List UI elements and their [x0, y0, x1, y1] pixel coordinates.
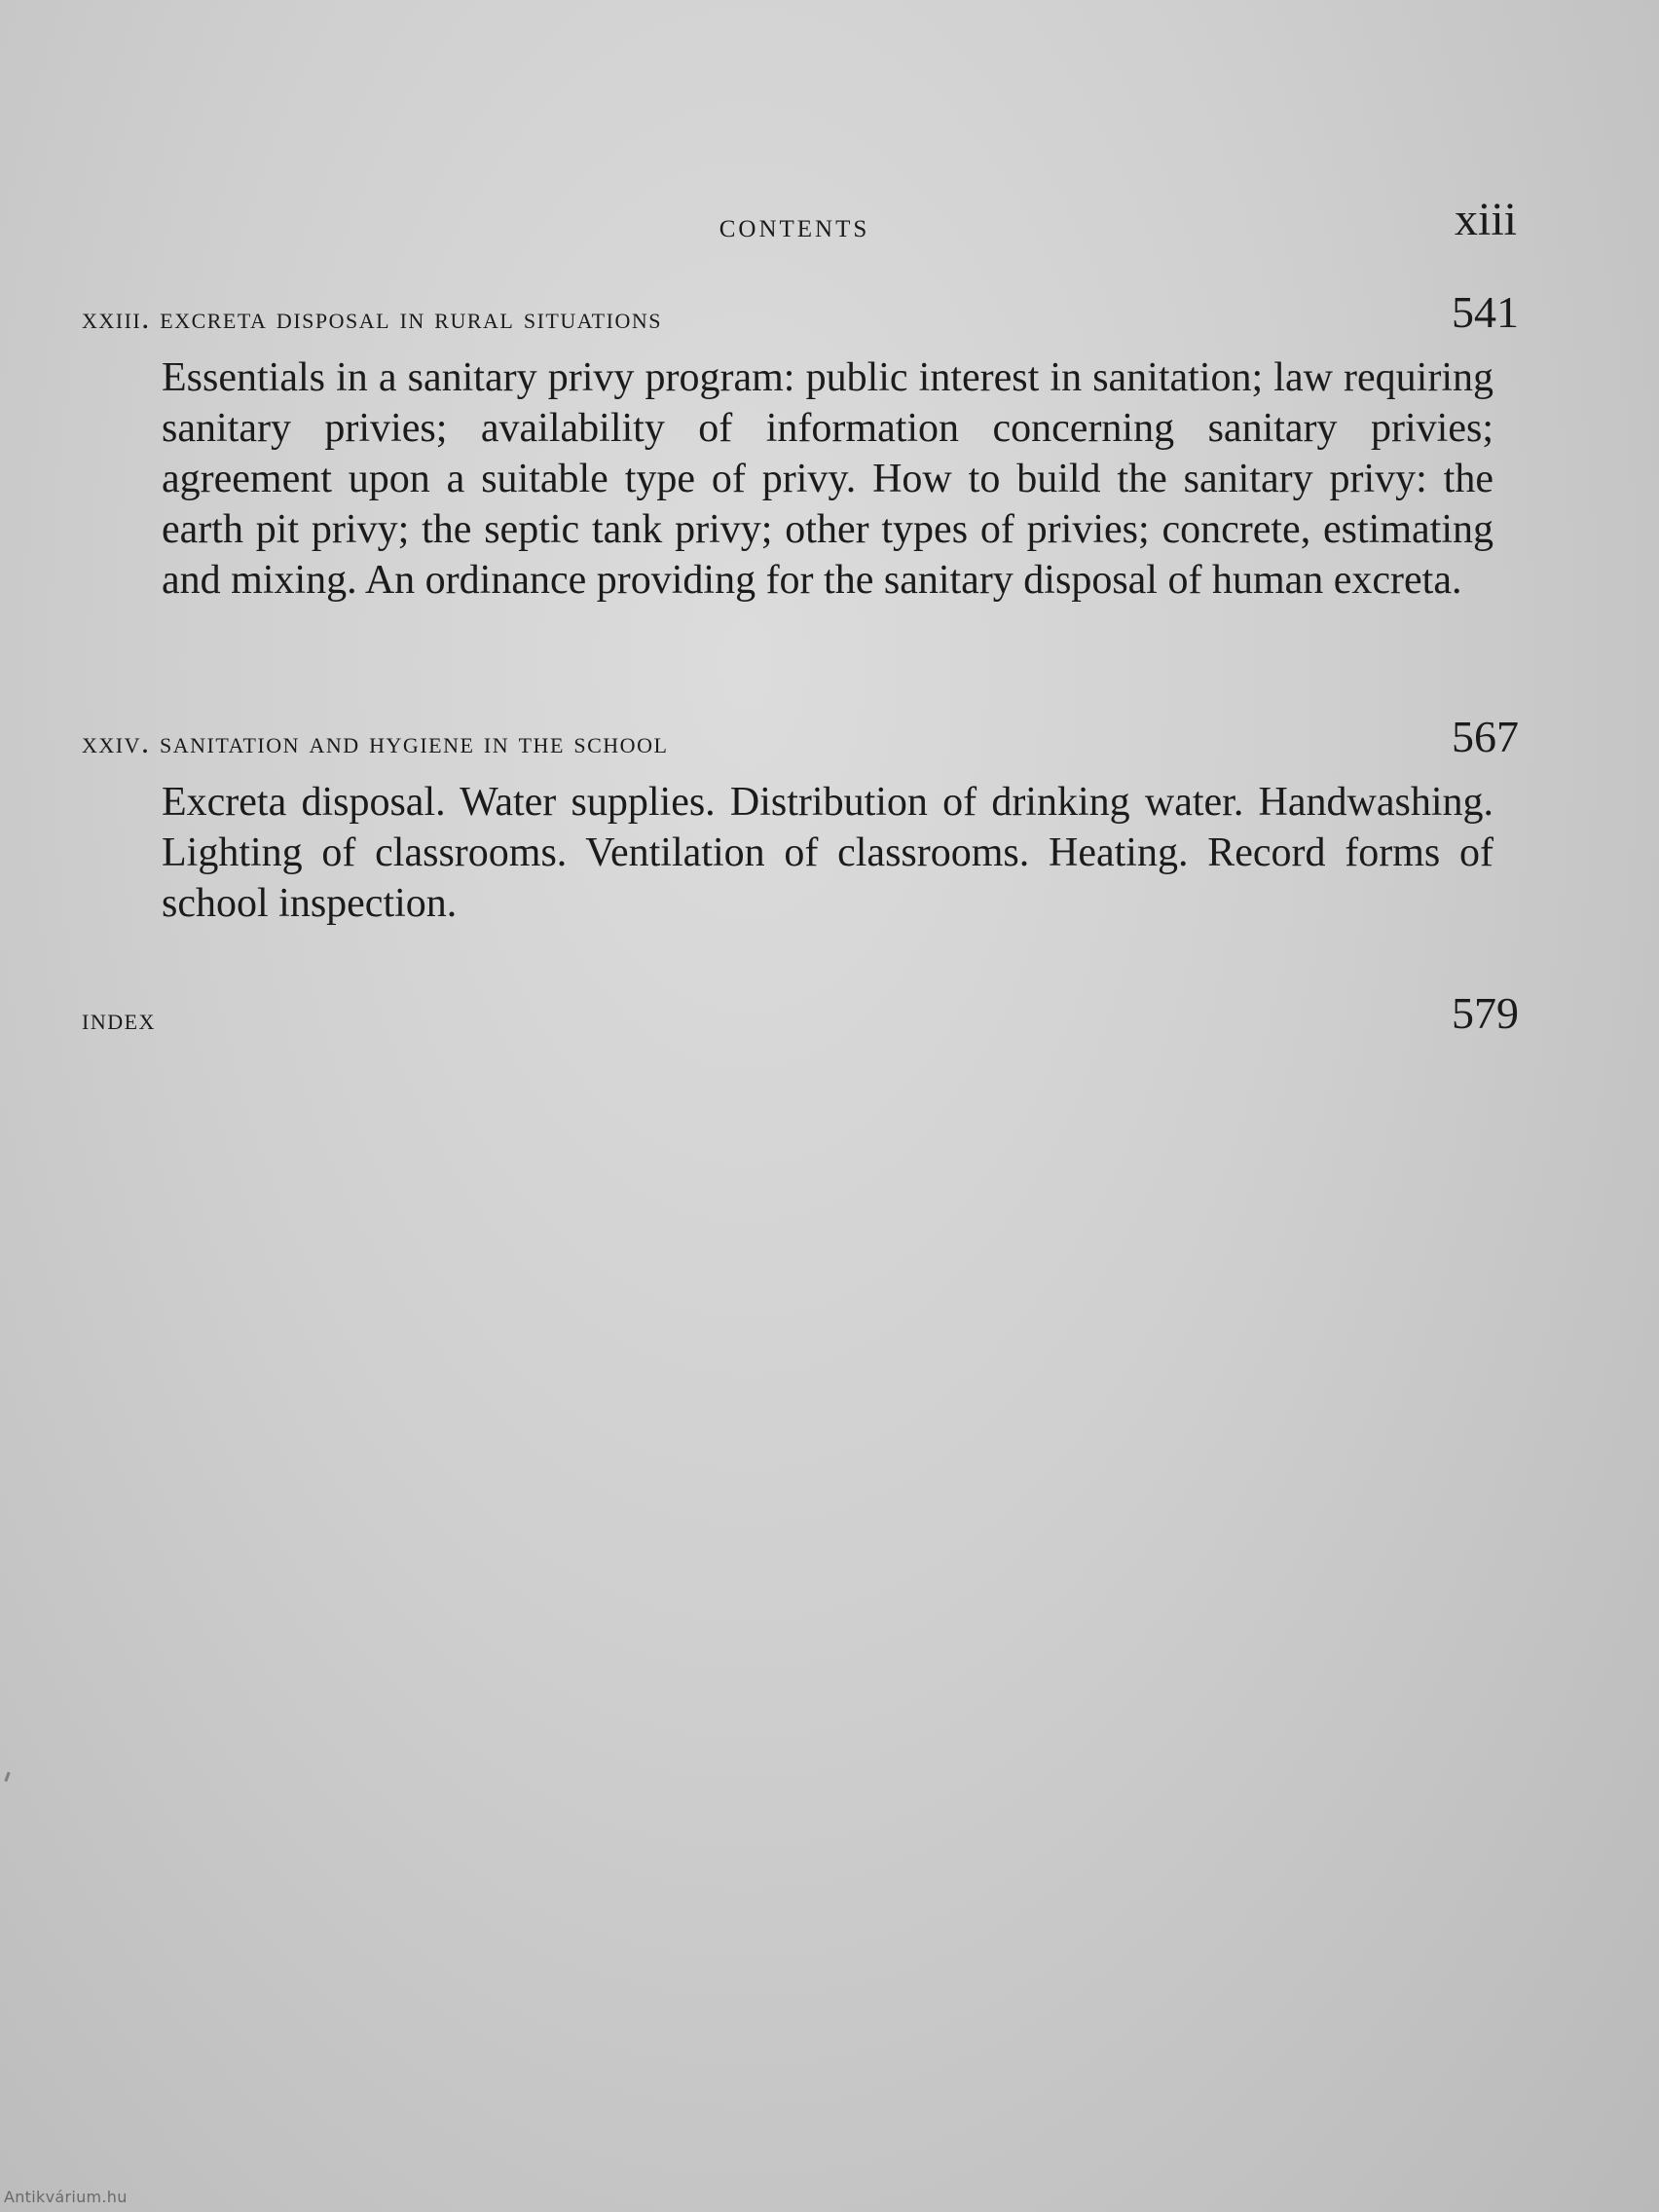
page-title: contents [719, 206, 870, 244]
chapter-title: xxiv. sanitation and hygiene in the school [82, 724, 669, 759]
toc-entry-heading [82, 712, 1519, 765]
index-title: index [82, 1001, 156, 1036]
toc-entry-heading [82, 287, 1519, 341]
paper-mark [4, 1772, 10, 1782]
toc-entry-chapter-23 [82, 287, 1519, 606]
running-head [0, 194, 1659, 261]
watermark-text: Antikvárium.hu [4, 2188, 128, 2206]
toc-entry-index [82, 988, 1519, 1042]
folio-page-number: xiii [1454, 194, 1517, 245]
toc-entry-heading [82, 988, 1519, 1042]
index-page-number: 579 [1452, 988, 1519, 1038]
chapter-summary: Excreta disposal. Water supplies. Distribution of drinking water. Handwashing. Lighting of classrooms. Ventilation of classrooms. Heating. Record forms of school inspection. [162, 780, 1493, 926]
chapter-summary: Essentials in a sanitary privy program: public interest in sanitation; law requiring sanitary privies; availability of information concerning sanitary privies; agreement upon a suitable type of privy. How to build the sanitary privy: the earth pit privy; the septic tank privy; other types of privies; concrete, estimating and mixing. An ordinance providing for the sanitary disposal of human excreta. [162, 355, 1493, 603]
chapter-title: xxiii. excreta disposal in rural situations [82, 300, 662, 335]
toc-entry-chapter-24 [82, 712, 1519, 929]
chapter-page-number: 567 [1452, 712, 1519, 761]
chapter-page-number: 541 [1452, 287, 1519, 337]
